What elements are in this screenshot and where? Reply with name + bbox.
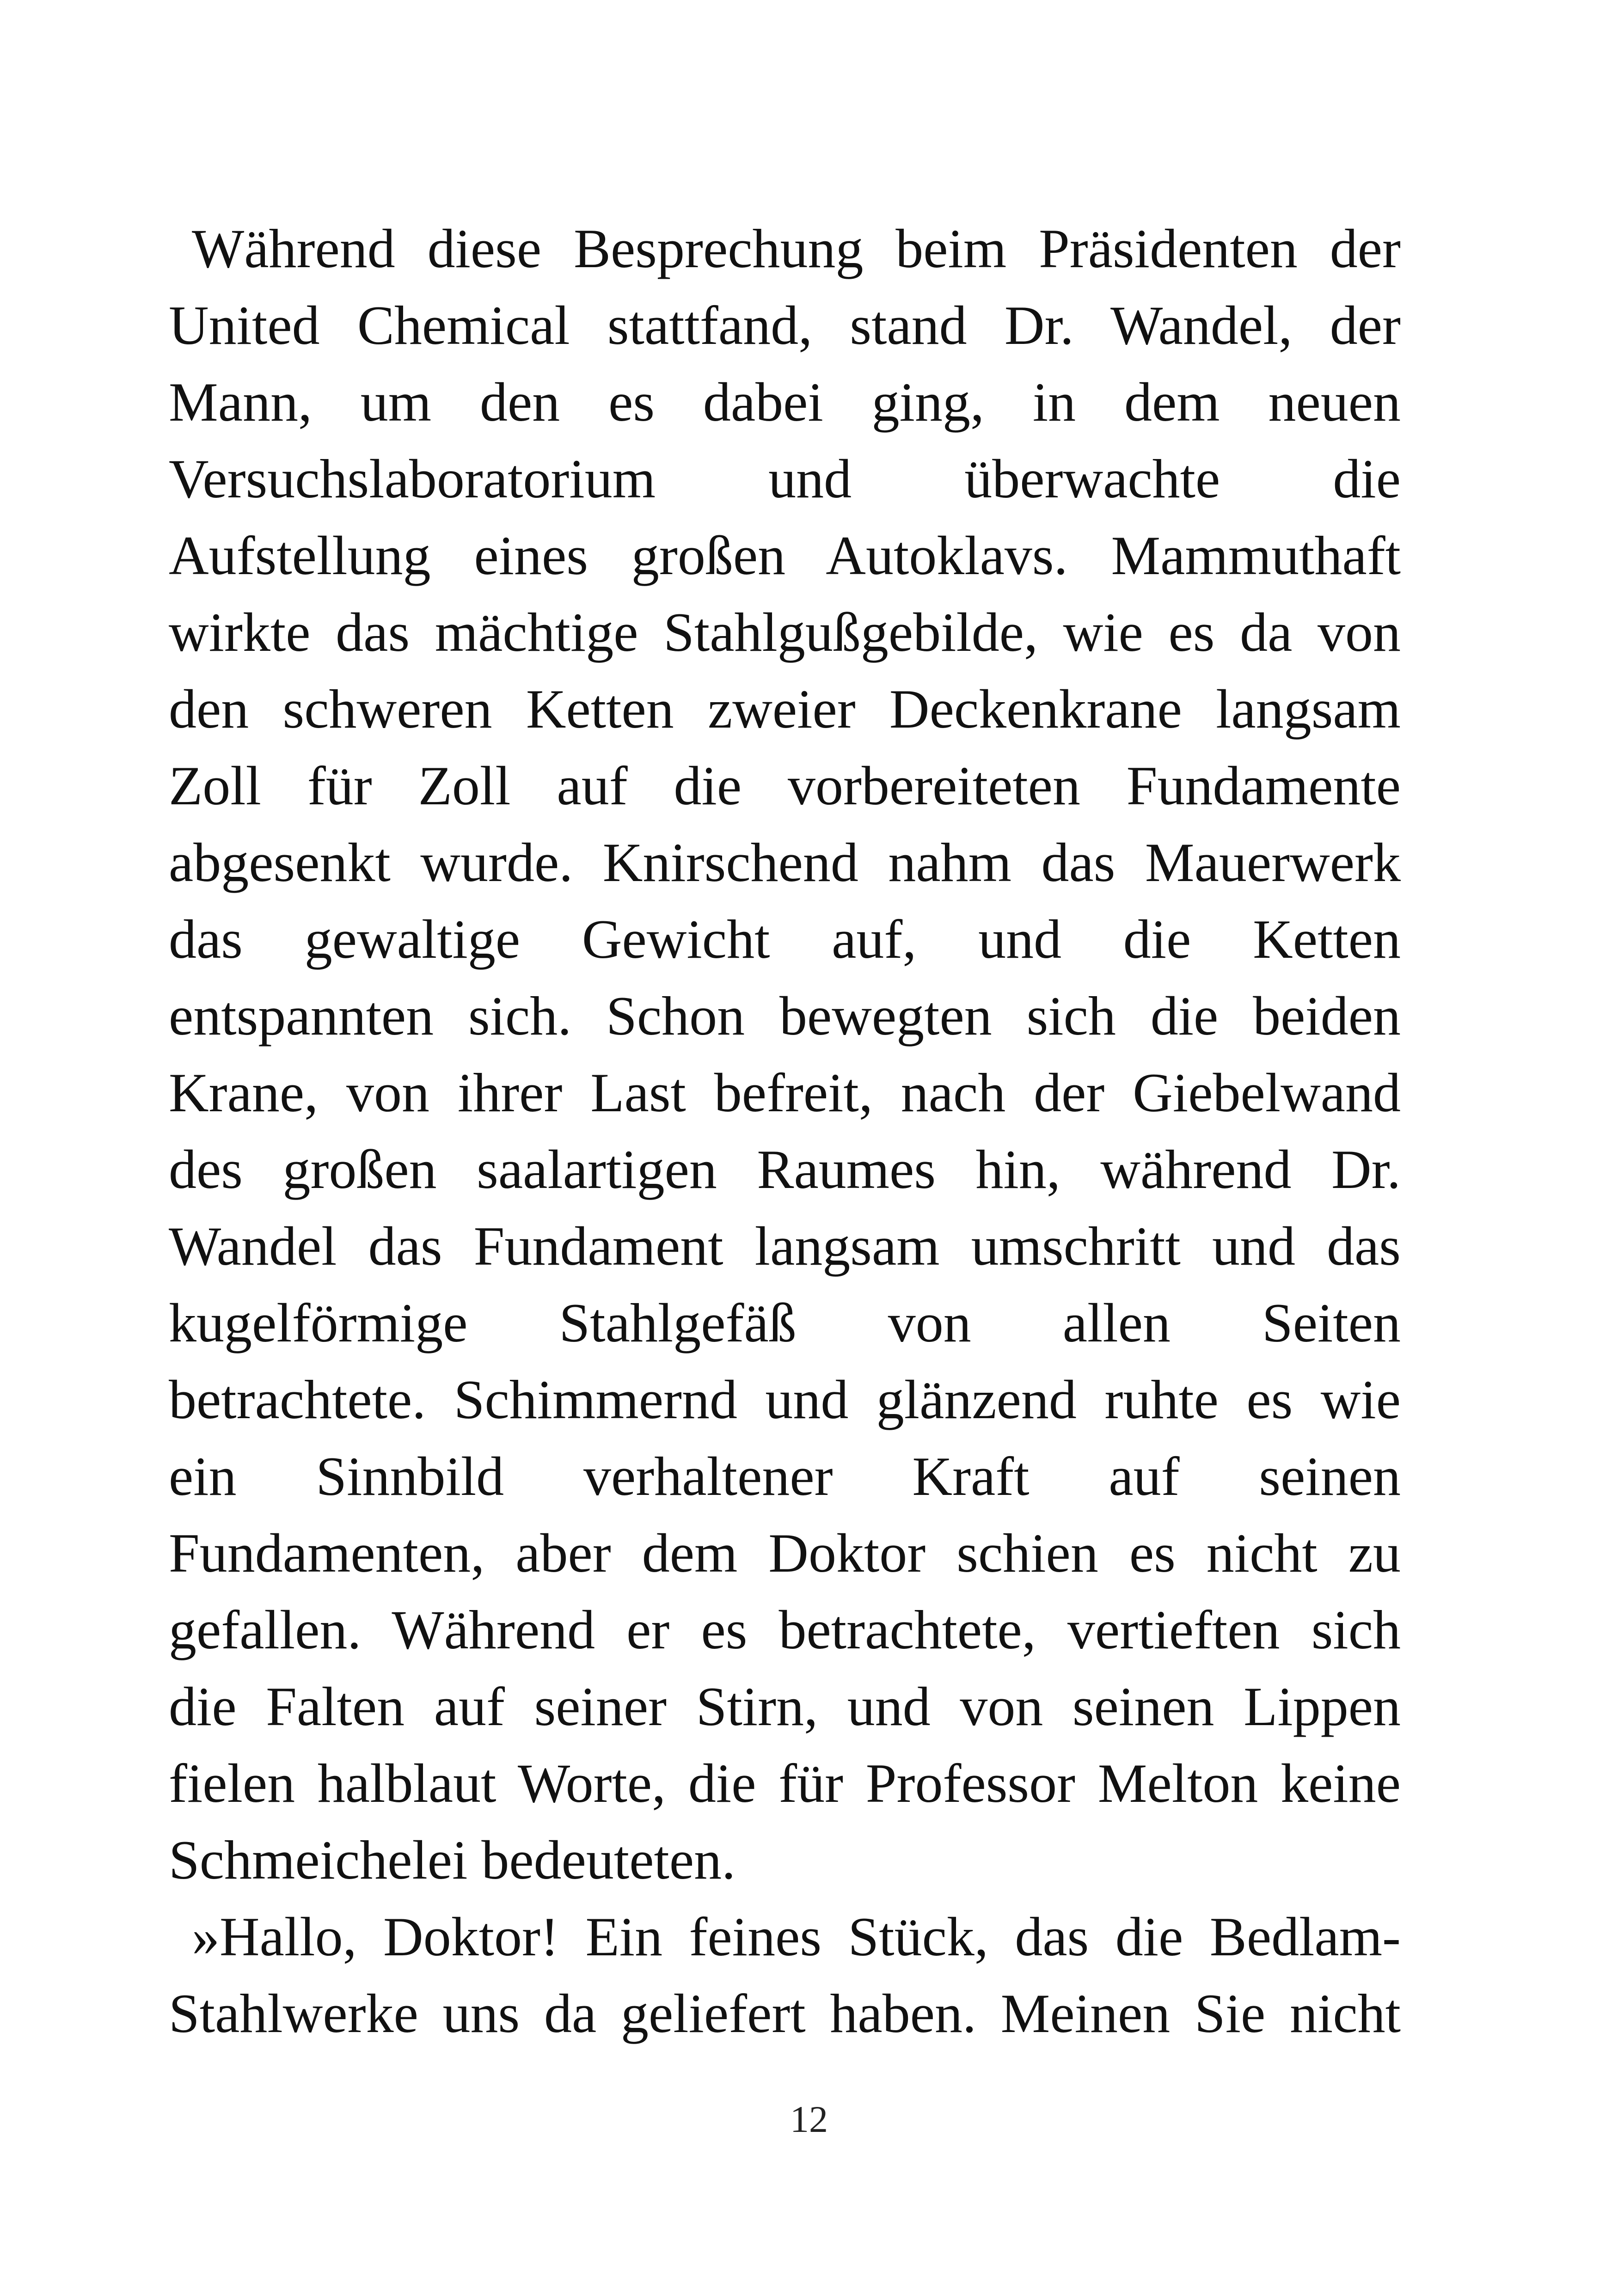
text-line: den schweren Ketten zweier Deckenkrane langsam	[169, 678, 1401, 740]
text-line: abgesenkt wurde. Knirschend nahm das Mauerwerk	[169, 832, 1401, 893]
paragraph-2	[169, 1898, 1401, 2052]
page-number: 12	[790, 2098, 828, 2140]
text-line: des großen saalartigen Raumes hin, während Dr.	[169, 1139, 1401, 1200]
text-line: ein Sinnbild verhaltener Kraft auf seinen	[169, 1445, 1401, 1507]
text-line: Wandel das Fundament langsam umschritt und das	[169, 1215, 1401, 1277]
text-line: Zoll für Zoll auf die vorbereiteten Fundamente	[169, 755, 1401, 816]
text-line: betrachtete. Schimmernd und glänzend ruhte es wie	[169, 1369, 1401, 1430]
text-line: die Falten auf seiner Stirn, und von seinen Lippen	[169, 1676, 1401, 1737]
paragraph-1	[169, 210, 1401, 1898]
text-line: Mann, um den es dabei ging, in dem neuen	[169, 371, 1401, 433]
text-line: United Chemical stattfand, stand Dr. Wandel, der	[169, 294, 1401, 356]
text-line: wirkte das mächtige Stahlgußgebilde, wie es da von	[169, 601, 1401, 663]
text-line: Aufstellung eines großen Autoklavs. Mammuthaft	[169, 525, 1401, 586]
text-line: fielen halblaut Worte, die für Professor Melton keine	[169, 1752, 1401, 1814]
text-line: Während diese Besprechung beim Präsidenten der	[192, 218, 1401, 279]
text-line: gefallen. Während er es betrachtete, vertieften sich	[169, 1599, 1401, 1660]
text-line: kugelförmige Stahlgefäß von allen Seiten	[169, 1292, 1401, 1353]
text-line: Versuchslaboratorium und überwachte die	[169, 448, 1401, 509]
text-line: »Hallo, Doktor! Ein feines Stück, das die Bedlam-	[192, 1906, 1401, 1967]
text-line: Schmeichelei bedeuteten.	[169, 1829, 736, 1891]
text-line: das gewaltige Gewicht auf, und die Ketten	[169, 908, 1401, 970]
text-line: Stahlwerke uns da geliefert haben. Meinen Sie nicht	[169, 1983, 1401, 2044]
text-line: Fundamenten, aber dem Doktor schien es nicht zu	[169, 1522, 1401, 1584]
text-line: Krane, von ihrer Last befreit, nach der Giebelwand	[169, 1062, 1401, 1123]
text-line: entspannten sich. Schon bewegten sich die beiden	[169, 985, 1401, 1047]
body-text	[169, 210, 1401, 2052]
